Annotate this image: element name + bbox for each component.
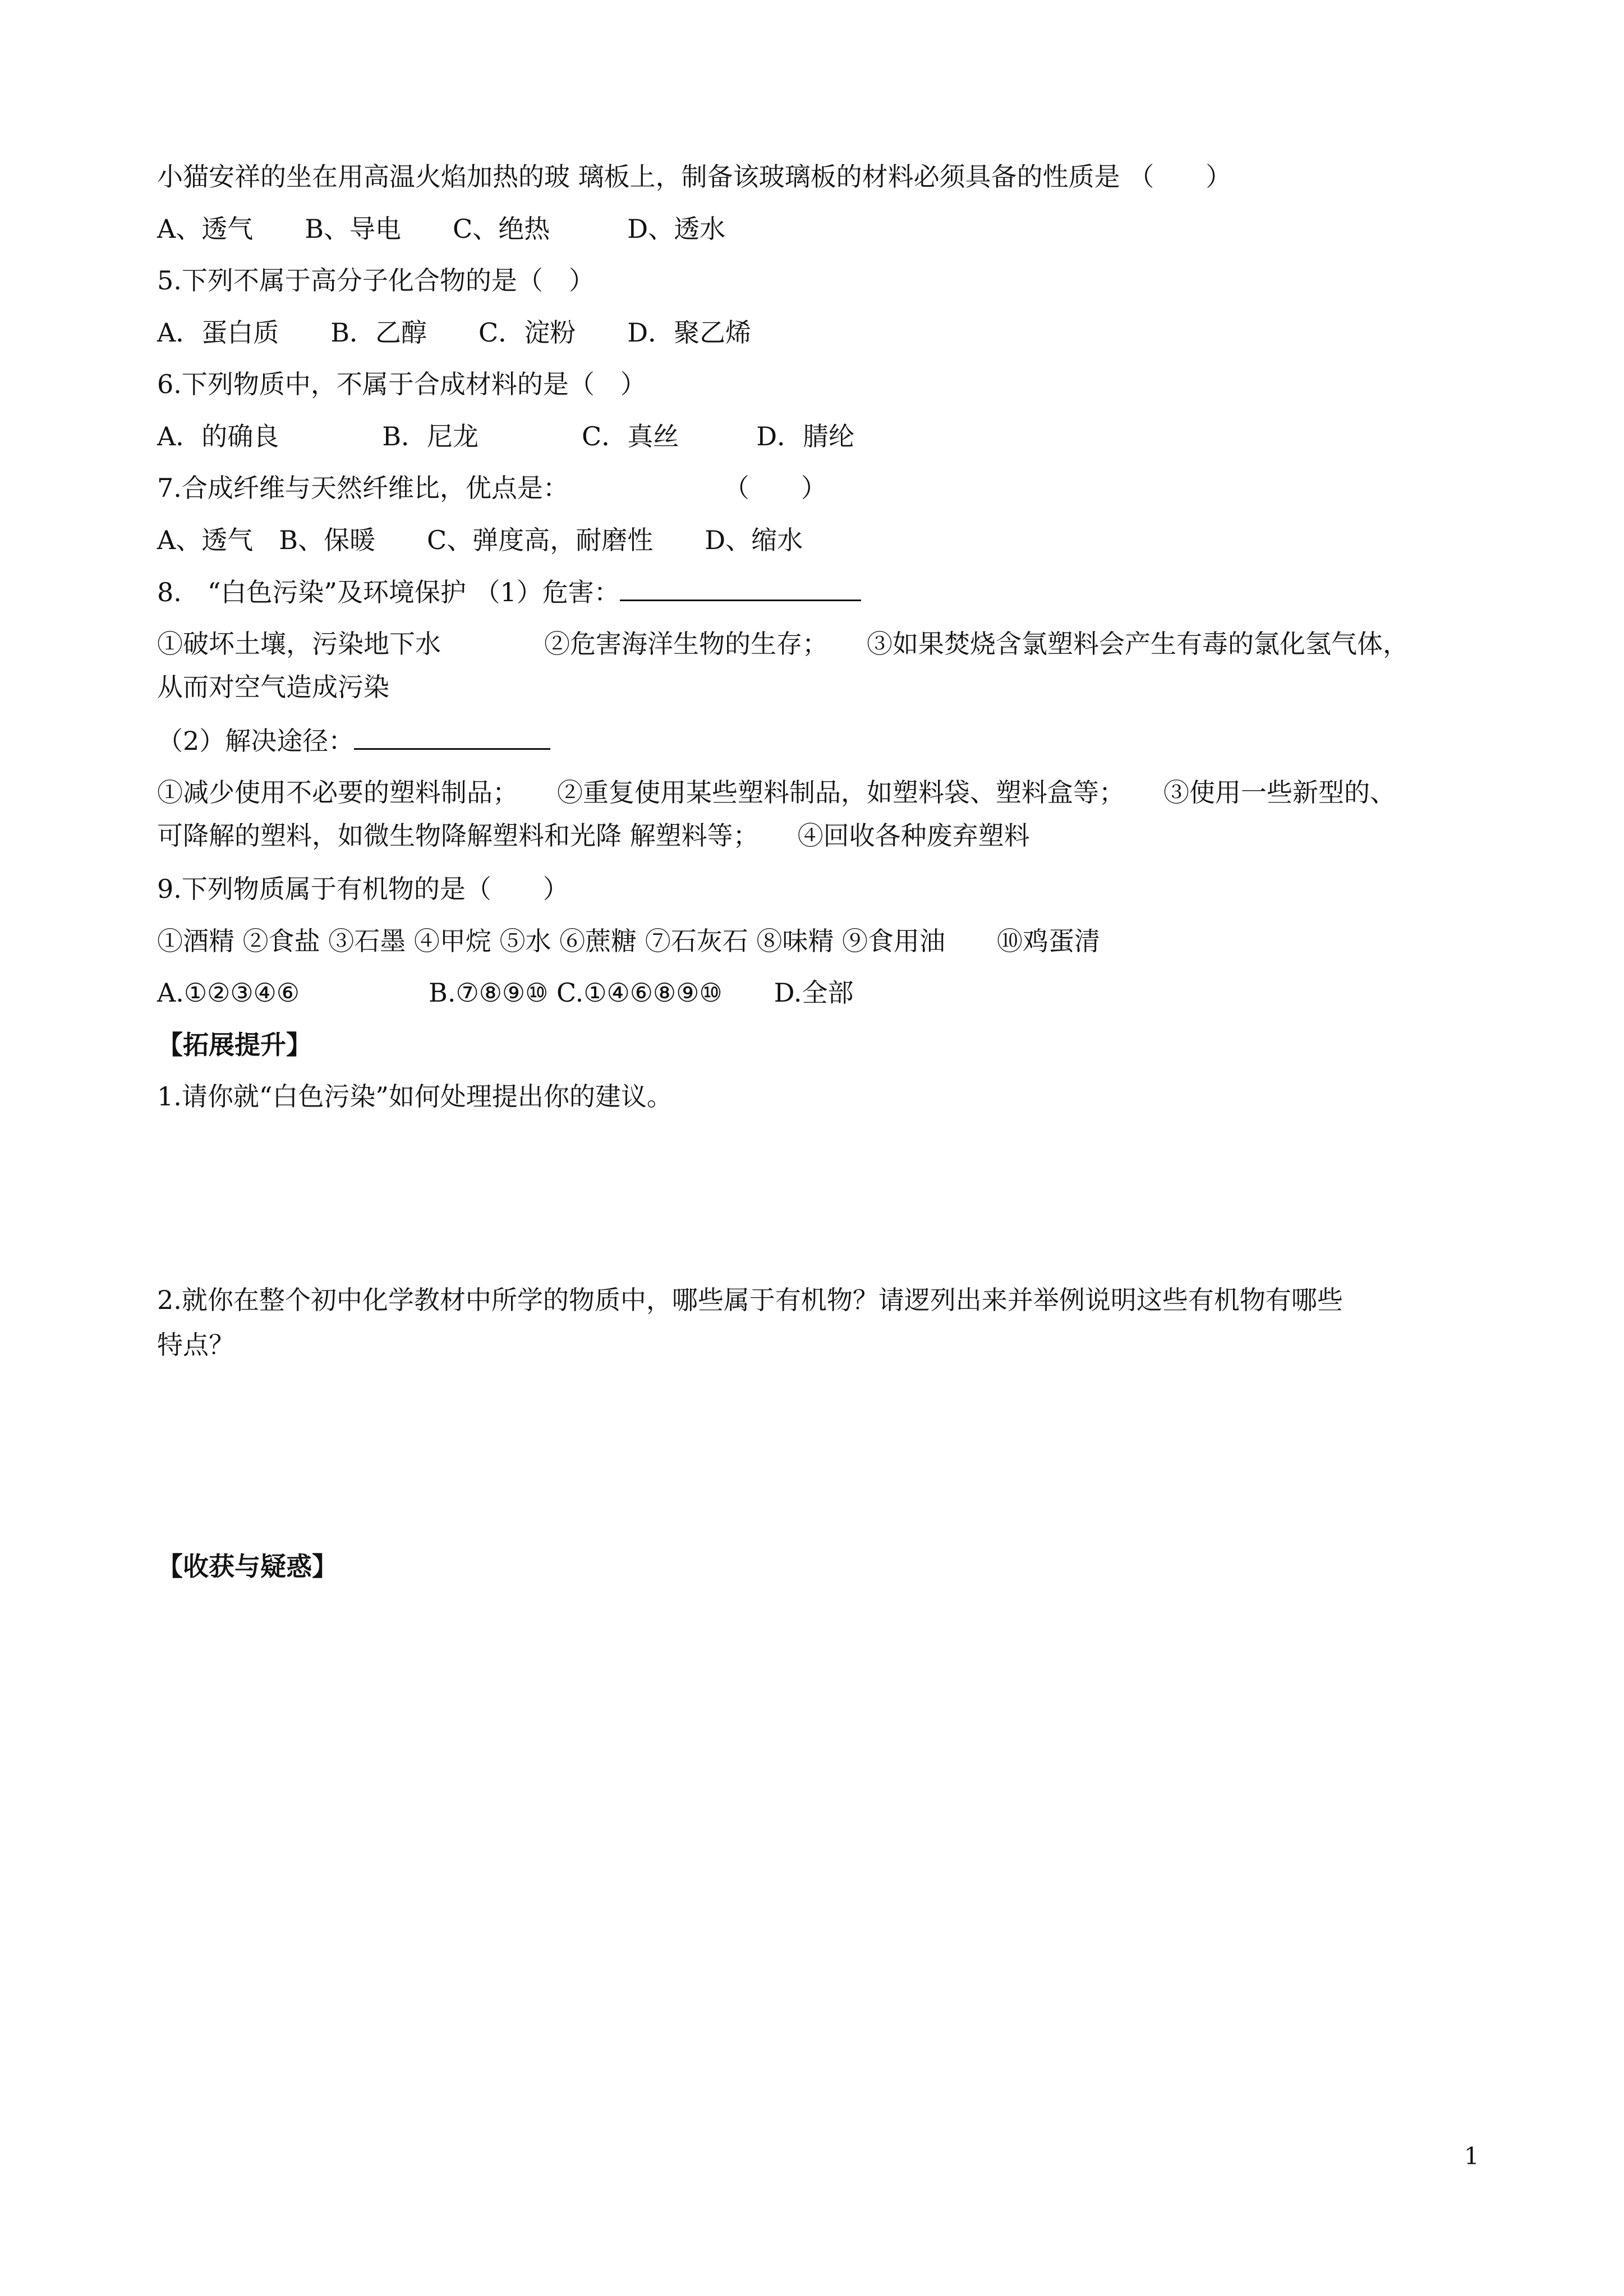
q7-options: A、透气 B、保暖 C、弹度高，耐磨性 D、缩水 bbox=[157, 525, 803, 555]
q9-items: ①酒精 ②食盐 ③石墨 ④甲烷 ⑤水 ⑥蔗糖 ⑦石灰石 ⑧味精 ⑨食用油 ⑩鸡蛋清 bbox=[157, 926, 1100, 956]
harvest-heading: 【收获与疑惑】 bbox=[157, 1551, 338, 1582]
q4-stem: 小猫安祥的坐在用高温火焰加热的玻 璃板上，制备该玻璃板的材料必须具备的性质是 （ ） bbox=[157, 162, 1232, 192]
extension-q1: 1.请你就“白色污染”如何处理提出你的建议。 bbox=[157, 1081, 673, 1112]
q7-stem: 7.合成纤维与天然纤维比，优点是： （ ） bbox=[157, 473, 827, 503]
q8-solution-label: （2）解决途径： bbox=[157, 726, 355, 756]
q8-stem: 8. “白色污染”及环境保护 （1）危害： bbox=[157, 577, 620, 607]
q8-solution-line-1: ①减少使用不必要的塑料制品； ②重复使用某些塑料制品，如塑料袋、塑料盒等； ③使用一些新型的、 bbox=[157, 777, 1396, 808]
q4-options: A、透气 B、导电 C、绝热 D、透水 bbox=[157, 214, 726, 244]
q8-harm-line-2: 从而对空气造成污染 bbox=[157, 672, 389, 702]
q8-solution-answer-blank bbox=[354, 723, 550, 750]
extension-heading: 【拓展提升】 bbox=[157, 1030, 312, 1060]
q8-solution-line bbox=[157, 723, 550, 758]
q8-stem-line bbox=[157, 575, 861, 609]
page-number: 1 bbox=[1464, 2142, 1479, 2170]
q8-harm-line-1: ①破坏土壤，污染地下水 ②危害海洋生物的生存； ③如果焚烧含氯塑料会产生有毒的氯化氢气体， bbox=[157, 629, 1409, 659]
q8-harm-answer-blank bbox=[620, 575, 861, 601]
q9-options: A.①②③④⑥ B.⑦⑧⑨⑩ C.①④⑥⑧⑨⑩ D.全部 bbox=[157, 978, 854, 1008]
q6-options: A．的确良 B．尼龙 C．真丝 D．腈纶 bbox=[157, 421, 855, 451]
q9-stem: 9.下列物质属于有机物的是（ ） bbox=[157, 874, 569, 904]
q8-solution-line-2: 可降解的塑料，如微生物降解塑料和光降 解塑料等； ④回收各种废弃塑料 bbox=[157, 820, 1030, 851]
extension-q2-line-1: 2.就你在整个初中化学教材中所学的物质中，哪些属于有机物？请逻列出来并举例说明这些有机物有哪些 bbox=[157, 1285, 1343, 1315]
q6-stem: 6.下列物质中，不属于合成材料的是（ ） bbox=[157, 369, 646, 399]
extension-q2-line-2: 特点？ bbox=[157, 1330, 234, 1360]
q5-options: A．蛋白质 B．乙醇 C．淀粉 D．聚乙烯 bbox=[157, 317, 752, 348]
q5-stem: 5.下列不属于高分子化合物的是（ ） bbox=[157, 265, 595, 296]
